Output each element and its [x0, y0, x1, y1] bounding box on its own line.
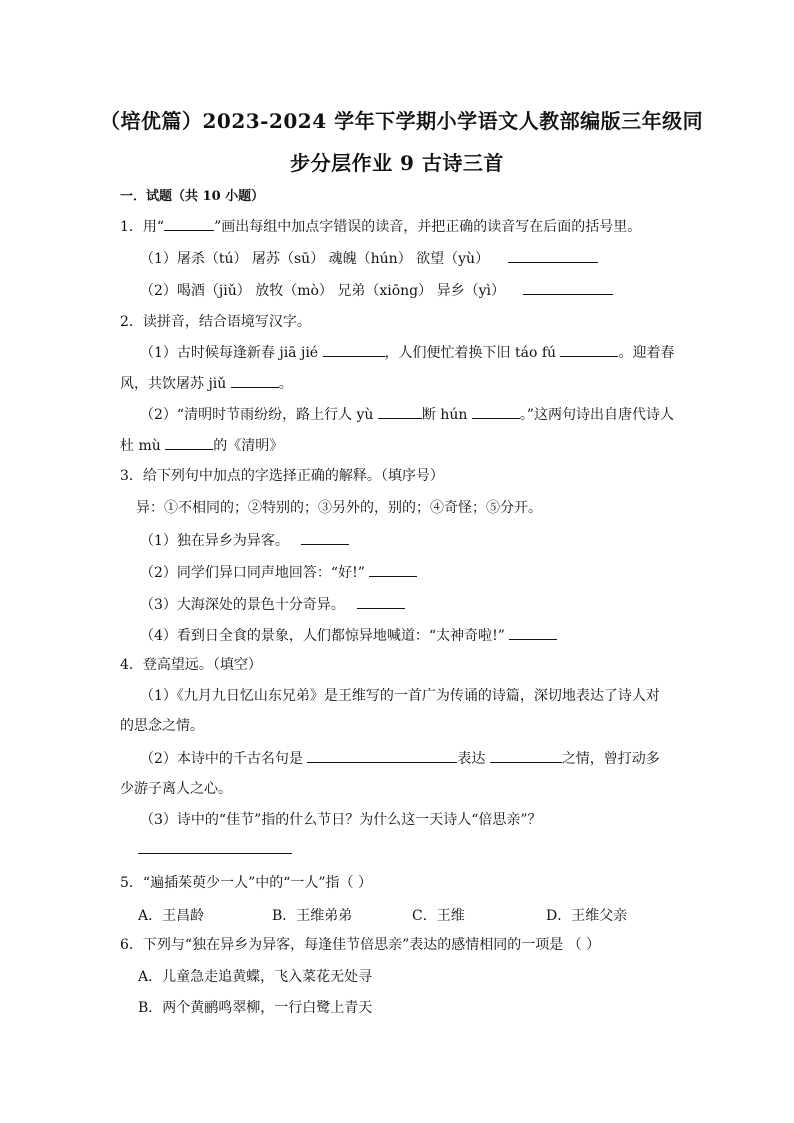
question-4-part-2-cont: 少游子离人之心。 [120, 781, 232, 797]
answer-blank[interactable] [509, 625, 557, 640]
q2-p2-text-d: 杜 mù [120, 438, 166, 454]
question-4-part-1-cont: 的思念之情。 [120, 718, 204, 734]
question-5-option-a[interactable]: A．王昌龄 [138, 908, 205, 924]
answer-blank[interactable] [231, 373, 279, 388]
question-5-option-b[interactable]: B．王维弟弟 [272, 908, 353, 924]
question-1-row-2-text: （2）喝酒（jiǔ） 放牧（mò） 兄弟（xiōng） 异乡（yì） [140, 283, 505, 299]
answer-blank[interactable] [369, 562, 417, 577]
question-1-stem-end: ”画出每组中加点字错误的读音，并把正确的读音写在后面的括号里。 [214, 219, 642, 235]
document-title-line-1: （培优篇）2023-2024 学年下学期小学语文人教部编版三年级同 [100, 109, 704, 133]
question-2-part-1 [140, 342, 674, 363]
answer-blank[interactable] [508, 248, 598, 263]
question-3-stem: 3．给下列句中加点的字选择正确的解释。（填序号） [120, 468, 444, 484]
answer-blank[interactable] [165, 435, 213, 450]
question-1-row-2 [140, 280, 613, 301]
question-1-stem [120, 216, 641, 237]
question-4-stem: 4．登高望远。（填空） [120, 657, 262, 673]
section-heading: 一．试题（共 10 小题） [120, 189, 265, 204]
q3-s4-text: （4）看到日全食的景象，人们都惊异地喊道：“太神奇啦!” [140, 628, 505, 644]
answer-blank[interactable] [301, 530, 349, 545]
question-1-row-1-text: （1）屠杀（tú） 屠苏（sū） 魂魄（hún） 欲望（yù） [140, 251, 490, 267]
answer-blank[interactable] [307, 748, 457, 763]
question-6-option-b[interactable]: B．两个黄鹂鸣翠柳，一行白鹭上青天 [138, 1000, 373, 1016]
document-title-line-2: 步分层作业 9 古诗三首 [290, 151, 504, 175]
question-3-sentence-3 [140, 594, 405, 615]
question-2-part-1-cont [120, 373, 293, 394]
answer-blank[interactable] [323, 342, 385, 357]
q4-p2-text-b: 表达 [457, 751, 490, 767]
question-3-sentence-2 [140, 562, 417, 583]
question-3-sentence-4 [140, 625, 557, 646]
q2-p1-text-d: 风，共饮屠苏 jiǔ [120, 376, 231, 392]
question-6-stem: 6．下列与“独在异乡为异客，每逢佳节倍思亲”表达的感情相同的一项是 （ ） [120, 937, 601, 953]
question-1-row-1 [140, 248, 598, 269]
answer-blank[interactable] [560, 342, 618, 357]
q2-p2-text-b: 断 hún [421, 407, 472, 423]
answer-blank[interactable] [472, 404, 520, 419]
question-2-part-2 [140, 404, 674, 425]
q2-p2-text-e: 的《清明》 [213, 438, 284, 454]
q2-p1-text-b: ，人们便忙着换下旧 táo fú [384, 345, 561, 361]
q2-p1-text-e: 。 [278, 376, 293, 392]
question-4-part-1: （1）《九月九日忆山东兄弟》是王维写的一首广为传诵的诗篇，深切地表达了诗人对 [140, 688, 660, 704]
underline-sample-blank [164, 216, 214, 231]
question-1-stem-start: 1．用“ [120, 219, 165, 235]
q2-p2-text-a: （2）“清明时节雨纷纷，路上行人 yù [140, 407, 378, 423]
q2-p1-text-a: （1）古时候每逢新春 jiā jié [140, 345, 323, 361]
q3-s3-text: （3）大海深处的景色十分奇异。 [140, 597, 345, 613]
question-3-sentence-1 [140, 530, 349, 551]
question-5-option-c[interactable]: C．王维 [412, 908, 465, 924]
question-2-stem: 2．读拼音，结合语境写汉字。 [120, 314, 311, 330]
q4-p2-text-c: 之情，曾打动多 [561, 751, 660, 767]
question-4-part-3: （3）诗中的“佳节”指的什么节日？为什么这一天诗人“倍思亲”？ [140, 812, 542, 828]
question-6-option-a[interactable]: A．儿童急走追黄蝶，飞入菜花无处寻 [138, 969, 373, 985]
question-4-part-2 [140, 748, 660, 769]
q2-p2-text-c: 。”这两句诗出自唐代诗人 [519, 407, 675, 423]
question-3-definitions: 异：①不相同的；②特别的；③另外的，别的；④奇怪；⑤分开。 [136, 500, 542, 516]
question-2-part-2-cont [120, 435, 283, 456]
q4-p2-text-a: （2）本诗中的千古名句是 [140, 751, 308, 767]
answer-line[interactable] [138, 852, 292, 854]
q2-p1-text-c: 。迎着春 [618, 345, 675, 361]
answer-blank[interactable] [490, 748, 562, 763]
question-5-option-d[interactable]: D．王维父亲 [546, 908, 628, 924]
q3-s1-text: （1）独在异乡为异客。 [140, 533, 289, 549]
question-5-stem: 5．“遍插茱萸少一人”中的“一人”指（ ） [120, 875, 372, 891]
answer-blank[interactable] [357, 594, 405, 609]
answer-blank[interactable] [378, 404, 422, 419]
q3-s2-text: （2）同学们异口同声地回答：“好!” [140, 565, 365, 581]
answer-blank[interactable] [523, 280, 613, 295]
